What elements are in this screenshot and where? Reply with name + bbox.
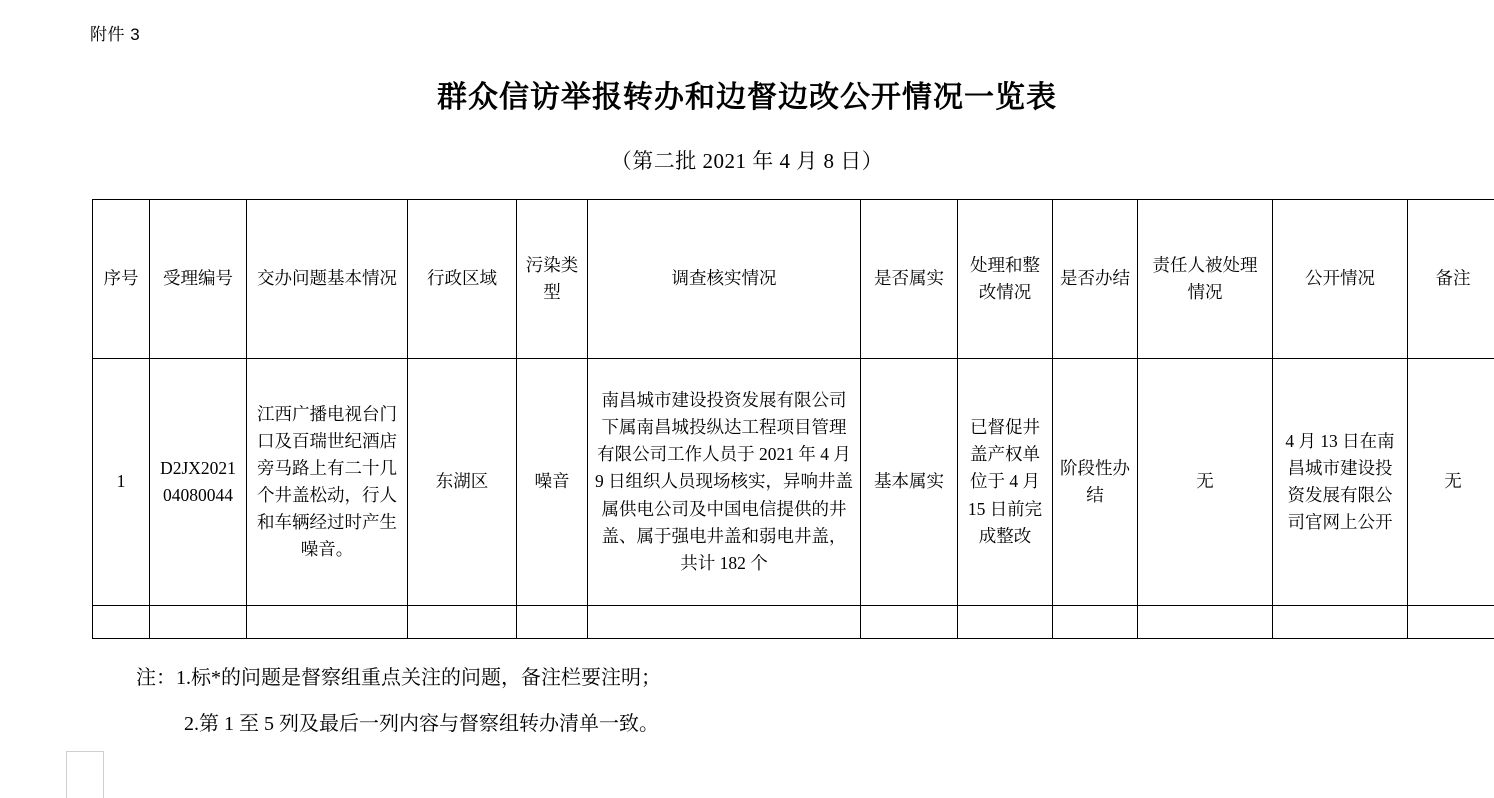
cell-disclosure: 4 月 13 日在南昌城市建设投资发展有限公司官网上公开 [1273, 359, 1408, 606]
cell-empty-is-done [1053, 606, 1138, 639]
column-header-is-true: 是否属实 [861, 200, 958, 359]
column-header-pollution: 污染类型 [517, 200, 588, 359]
cell-seq: 1 [93, 359, 150, 606]
note-line-2: 2.第 1 至 5 列及最后一列内容与督察组转办清单一致。 [184, 713, 659, 735]
cell-empty-handling [958, 606, 1053, 639]
cell-empty-seq [93, 606, 150, 639]
cell-responsible: 无 [1138, 359, 1273, 606]
table-row [93, 359, 1494, 606]
cell-empty-remark [1408, 606, 1494, 639]
cell-empty-responsible [1138, 606, 1273, 639]
table-header [93, 200, 1494, 359]
cell-empty-investigation [588, 606, 861, 639]
disclosure-table [92, 199, 1494, 639]
cell-handling: 已督促井盖产权单位于 4 月 15 日前完成整改 [958, 359, 1053, 606]
column-header-basic: 交办问题基本情况 [247, 200, 408, 359]
column-header-region: 行政区域 [408, 200, 517, 359]
column-header-remark: 备注 [1408, 200, 1494, 359]
cell-empty-disclosure [1273, 606, 1408, 639]
column-header-seq: 序号 [93, 200, 150, 359]
page-title: 群众信访举报转办和边督边改公开情况一览表 [437, 81, 1057, 114]
cell-is-done: 阶段性办结 [1053, 359, 1138, 606]
footer-notes [136, 655, 661, 747]
table-row-empty [93, 606, 1494, 639]
note-line-1: 注：1.标*的问题是督察组重点关注的问题，备注栏要注明； [136, 667, 661, 689]
cell-pollution: 噪音 [517, 359, 588, 606]
cell-region: 东湖区 [408, 359, 517, 606]
cell-basic: 江西广播电视台门口及百瑞世纪酒店旁马路上有二十几个井盖松动，行人和车辆经过时产生噪音。 [247, 359, 408, 606]
cell-empty-basic [247, 606, 408, 639]
column-header-responsible: 责任人被处理情况 [1138, 200, 1273, 359]
cell-code: D2JX202104080044 [150, 359, 247, 606]
corner-mark-top [66, 751, 104, 752]
cell-empty-code [150, 606, 247, 639]
cell-empty-region [408, 606, 517, 639]
cell-empty-pollution [517, 606, 588, 639]
column-header-disclosure: 公开情况 [1273, 200, 1408, 359]
column-header-is-done: 是否办结 [1053, 200, 1138, 359]
cell-empty-is-true [861, 606, 958, 639]
cell-investigation: 南昌城市建设投资发展有限公司下属南昌城投纵达工程项目管理有限公司工作人员于 2021 年 4 月 9 日组织人员现场核实，异响井盖属供电公司及中国电信提供的井盖、属于强电井盖和弱电井盖，共计 182 个 [588, 359, 861, 606]
column-header-investigation: 调查核实情况 [588, 200, 861, 359]
table-body [93, 359, 1494, 639]
column-header-code: 受理编号 [150, 200, 247, 359]
page-subtitle: （第二批 2021 年 4 月 8 日） [610, 149, 884, 173]
cell-remark: 无 [1408, 359, 1494, 606]
attachment-label: 附件 3 [90, 25, 141, 44]
column-header-handling: 处理和整改情况 [958, 200, 1053, 359]
cell-is-true: 基本属实 [861, 359, 958, 606]
table-header-row [93, 200, 1494, 359]
corner-mark-right [103, 752, 104, 798]
corner-mark-left [66, 752, 67, 798]
page-corner-marks [0, 738, 1494, 798]
